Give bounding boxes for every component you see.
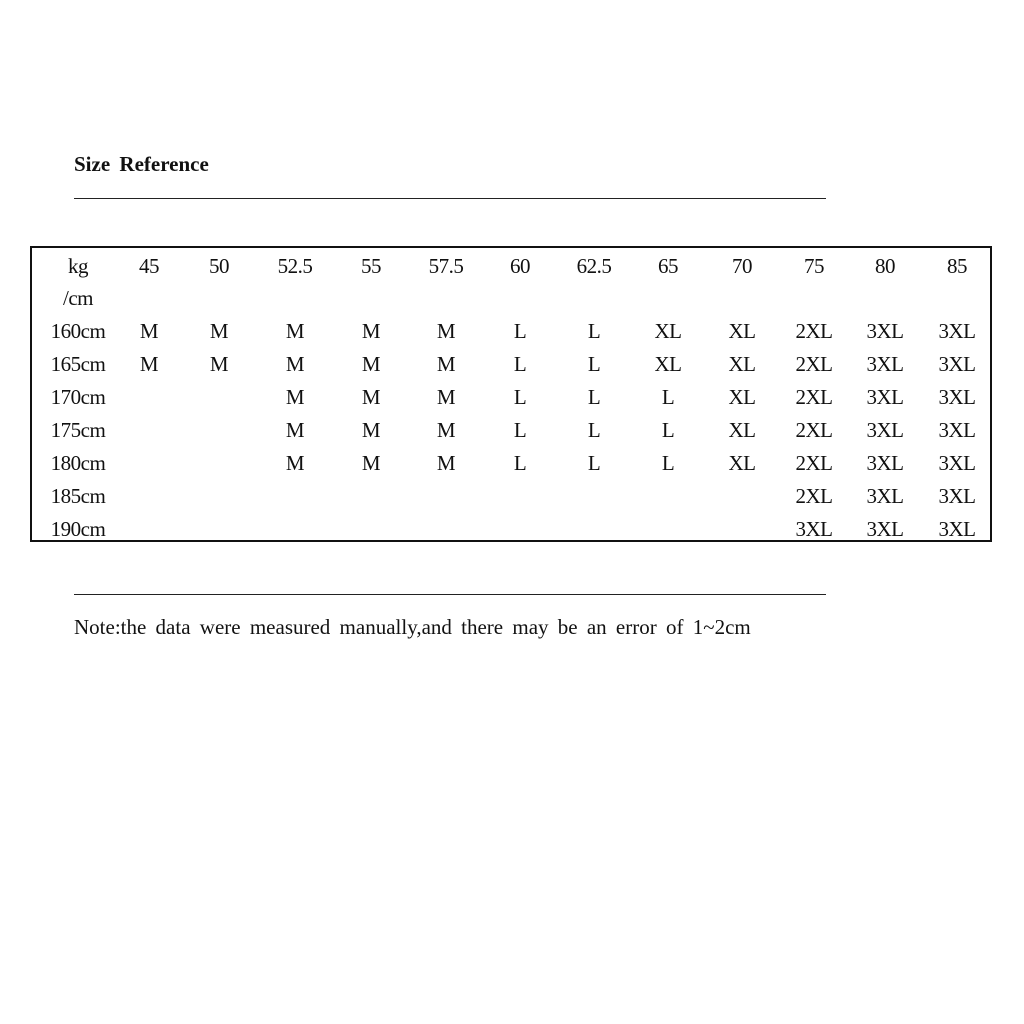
size-cell: M [361,352,381,376]
size-cell: M [285,418,305,442]
size-cell: 3XL [866,484,904,508]
weight-header: 65 [658,254,678,278]
size-cell: M [285,385,305,409]
size-cell: M [361,319,381,343]
size-cell: L [661,418,675,442]
size-cell: M [436,451,456,475]
top-divider [74,198,826,199]
size-cell: 2XL [795,352,833,376]
size-cell: 3XL [938,319,976,343]
size-cell: M [139,352,159,376]
size-cell: M [436,385,456,409]
height-label: 190cm [50,517,106,541]
size-cell: L [513,352,527,376]
weight-header: 80 [875,254,895,278]
size-cell: XL [728,451,756,475]
size-cell: L [587,451,601,475]
size-cell: 3XL [866,319,904,343]
size-cell: 2XL [795,451,833,475]
size-cell: L [513,451,527,475]
size-cell: M [139,319,159,343]
size-cell: 3XL [938,352,976,376]
size-cell: M [361,451,381,475]
size-cell: M [285,352,305,376]
size-cell: XL [728,352,756,376]
height-label: 185cm [50,484,106,508]
size-cell: XL [654,319,682,343]
bottom-divider [74,594,826,595]
size-cell: M [436,352,456,376]
size-cell: M [285,319,305,343]
size-cell: XL [728,319,756,343]
size-cell: 3XL [866,517,904,541]
size-cell: L [513,385,527,409]
size-cell: L [661,385,675,409]
height-label: 160cm [50,319,106,343]
size-cell: L [661,451,675,475]
size-cell: XL [728,385,756,409]
weight-header: 85 [947,254,967,278]
height-label: 180cm [50,451,106,475]
corner-weight-unit: kg [68,254,88,278]
size-cell: M [209,352,229,376]
height-label: 170cm [50,385,106,409]
size-cell: M [361,418,381,442]
weight-header: 70 [732,254,752,278]
weight-header: 52.5 [277,254,313,278]
size-cell: 3XL [938,517,976,541]
size-cell: 2XL [795,418,833,442]
weight-header: 50 [209,254,229,278]
size-table [30,246,992,542]
size-cell: 2XL [795,385,833,409]
size-cell: L [587,352,601,376]
size-cell: 3XL [795,517,833,541]
size-cell: L [513,418,527,442]
size-cell: 3XL [866,451,904,475]
height-label: 175cm [50,418,106,442]
size-cell: M [436,418,456,442]
size-cell: 2XL [795,484,833,508]
weight-header: 45 [139,254,159,278]
size-cell: L [587,418,601,442]
size-cell: L [513,319,527,343]
size-cell: 3XL [938,385,976,409]
weight-header: 55 [361,254,381,278]
size-cell: M [209,319,229,343]
size-cell: 3XL [866,418,904,442]
weight-header: 57.5 [428,254,464,278]
size-cell: XL [654,352,682,376]
weight-header: 60 [510,254,530,278]
size-cell: M [285,451,305,475]
size-cell: 2XL [795,319,833,343]
size-reference-title: Size Reference [74,152,209,176]
weight-header: 75 [804,254,824,278]
size-cell: M [361,385,381,409]
measurement-note: Note:the data were measured manually,and there may be an error of 1~2cm [74,615,751,639]
size-cell: M [436,319,456,343]
weight-header: 62.5 [576,254,612,278]
corner-height-unit: /cm [63,286,93,310]
size-cell: 3XL [938,451,976,475]
size-cell: 3XL [866,352,904,376]
size-cell: 3XL [938,418,976,442]
size-cell: XL [728,418,756,442]
size-cell: L [587,385,601,409]
size-cell: 3XL [938,484,976,508]
height-label: 165cm [50,352,106,376]
size-cell: L [587,319,601,343]
size-cell: 3XL [866,385,904,409]
